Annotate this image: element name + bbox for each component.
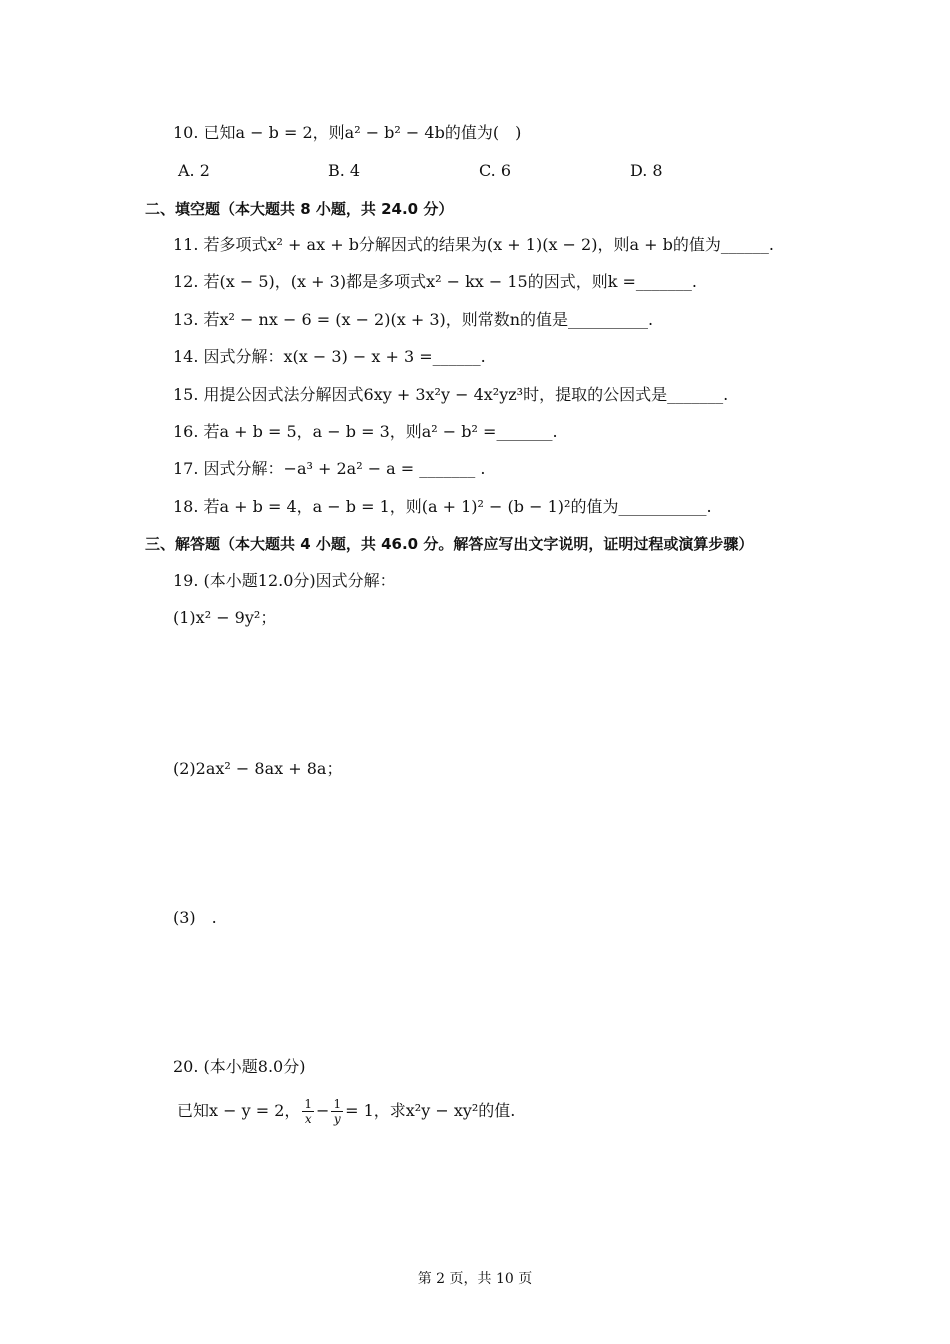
section-3-title: 三、解答题（本大题共 4 小题，共 46.0 分。解答应写出文字说明，证明过程或演算步骤） — [145, 535, 754, 553]
fraction-denominator: y — [333, 1112, 341, 1126]
fraction-denominator: x — [304, 1112, 312, 1126]
option-c: C. 6 — [479, 161, 512, 180]
fraction-1-over-x — [302, 1097, 314, 1126]
question-14: 14. 因式分解：x(x − 3) − x + 3 =______. — [173, 347, 486, 366]
option-b: B. 4 — [328, 161, 361, 180]
question-13: 13. 若x² − nx − 6 = (x − 2)(x + 3)，则常数n的值是__________. — [173, 310, 654, 329]
question-20-stem-prefix: 已知x − y = 2， — [177, 1101, 301, 1120]
question-19-part-2: (2)2ax² − 8ax + 8a； — [173, 759, 343, 778]
question-12: 12. 若(x − 5)，(x + 3)都是多项式x² − kx − 15的因式，则k =_______. — [173, 272, 698, 291]
question-16: 16. 若a + b = 5，a − b = 3，则a² − b² =_______. — [173, 422, 558, 441]
question-20-stem-suffix: = 1，求x²y − xy²的值. — [345, 1101, 516, 1120]
question-17: 17. 因式分解：−a³ + 2a² − a = _______ . — [173, 459, 486, 478]
page-footer: 第 2 页，共 10 页 — [417, 1271, 533, 1287]
fraction-numerator: 1 — [304, 1097, 313, 1111]
option-d: D. 8 — [630, 161, 663, 180]
fraction-numerator: 1 — [333, 1097, 342, 1111]
question-19-title: 19. (本小题12.0分)因式分解： — [173, 571, 396, 590]
question-11: 11. 若多项式x² + ax + b分解因式的结果为(x + 1)(x − 2)，则a + b的值为______. — [173, 235, 774, 254]
minus-sign: − — [316, 1101, 330, 1120]
question-15: 15. 用提公因式法分解因式6xy + 3x²y − 4x²yz³时，提取的公因式是_______. — [173, 385, 729, 404]
question-18: 18. 若a + b = 4，a − b = 1，则(a + 1)² − (b − 1)²的值为___________. — [173, 497, 712, 516]
question-10-stem: 10. 已知a − b = 2，则a² − b² − 4b的值为( ) — [173, 123, 522, 142]
section-2-title: 二、填空题（本大题共 8 小题，共 24.0 分） — [145, 200, 454, 218]
option-a: A. 2 — [178, 161, 210, 180]
question-19-part-3: (3) . — [173, 908, 217, 927]
question-19-part-1: (1)x² − 9y²； — [173, 608, 277, 627]
fraction-1-over-y — [331, 1097, 343, 1126]
question-20-title: 20. (本小题8.0分) — [173, 1057, 306, 1076]
question-20-stem — [177, 1094, 515, 1128]
